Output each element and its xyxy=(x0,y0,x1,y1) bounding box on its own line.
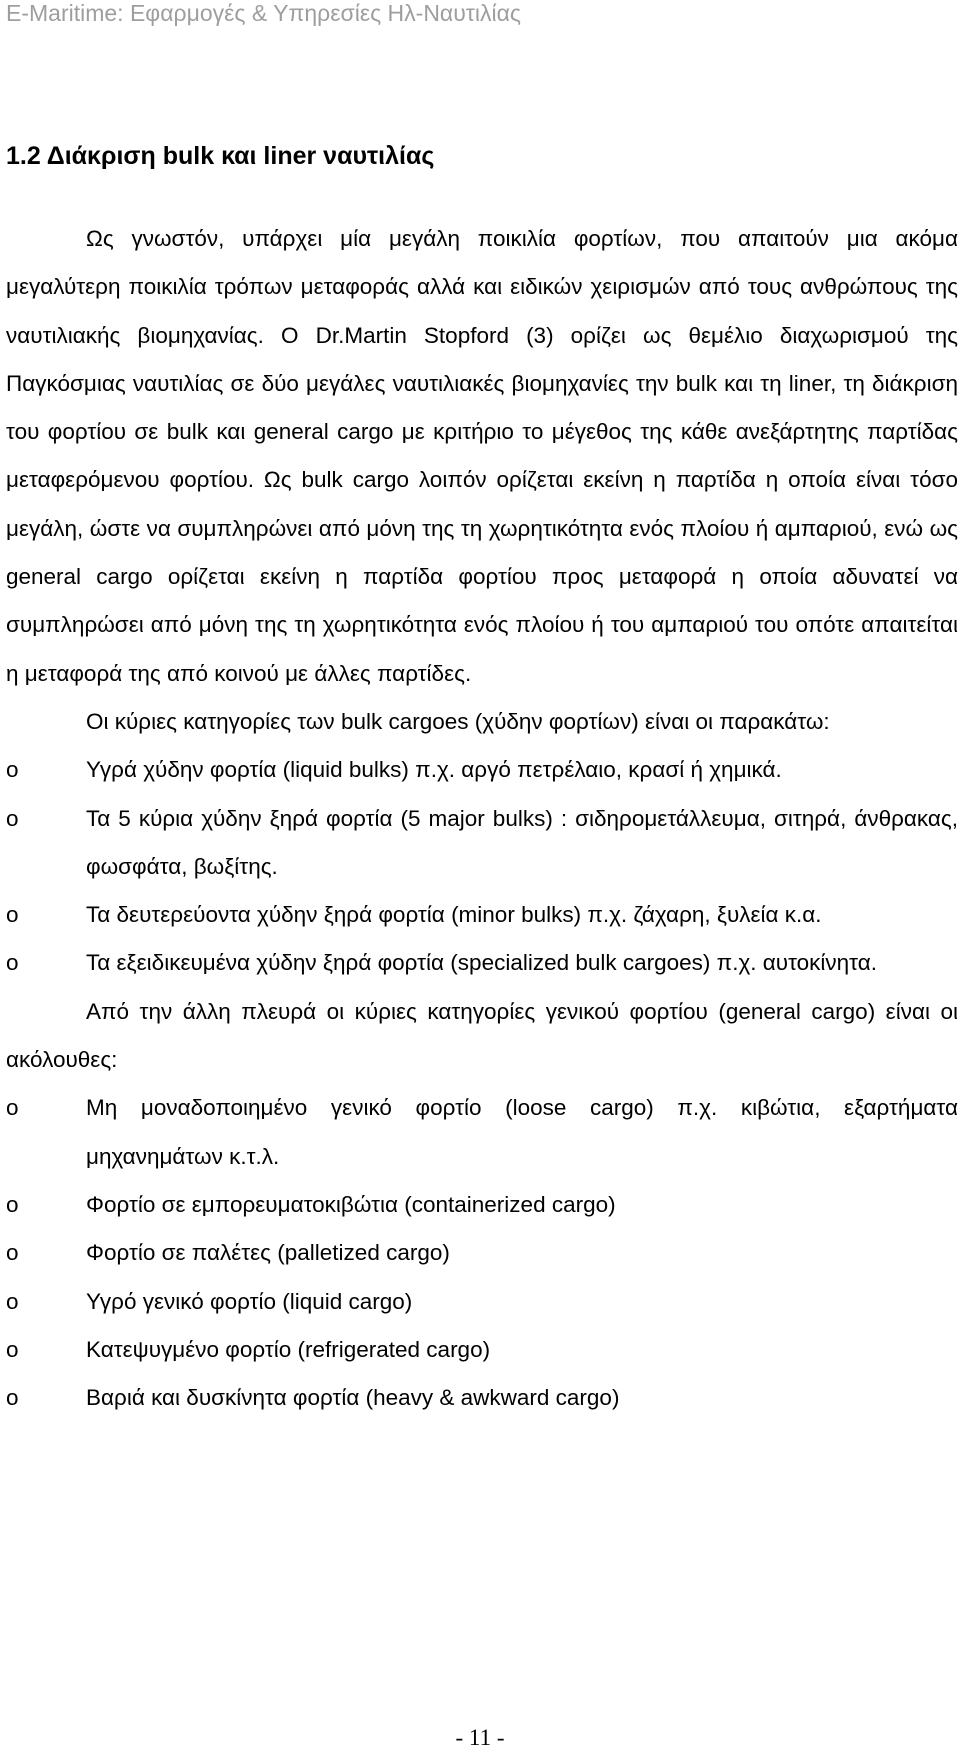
section-body xyxy=(6,215,958,1422)
list-item-text: Τα δευτερεύοντα χύδην ξηρά φορτία (minor bulks) π.χ. ζάχαρη, ξυλεία κ.α. xyxy=(86,902,822,928)
list-item xyxy=(6,1229,958,1277)
list-item-text: Υγρά χύδην φορτία (liquid bulks) π.χ. αργό πετρέλαιο, κρασί ή χημικά. xyxy=(86,757,782,783)
paragraph-bulk-categories: Οι κύριες κατηγορίες των bulk cargoes (χύδην φορτίων) είναι οι παρακάτω: xyxy=(86,708,830,734)
list-item-text: Μη μοναδοποιημένο γενικό φορτίο (loose cargo) π.χ. κιβώτια, εξαρτήματα μηχανημάτων κ.τ.λ. xyxy=(86,1095,958,1169)
list-item xyxy=(6,891,958,939)
bullet-icon: o xyxy=(6,902,19,928)
bullet-icon: o xyxy=(6,1336,19,1362)
paragraph-general-categories: Από την άλλη πλευρά οι κύριες κατηγορίες γενικού φορτίου (general cargo) είναι οι ακόλουθες: xyxy=(6,998,958,1073)
list-item xyxy=(6,1084,958,1181)
list-item-text: Κατεψυγμένο φορτίο (refrigerated cargo) xyxy=(86,1336,491,1362)
bulk-cargo-list xyxy=(6,746,958,987)
bullet-icon: o xyxy=(6,1288,19,1314)
list-item xyxy=(6,1374,958,1422)
bullet-icon: o xyxy=(6,757,19,783)
list-item-text: Φορτίο σε παλέτες (palletized cargo) xyxy=(86,1240,450,1266)
bullet-icon: o xyxy=(6,1191,19,1217)
list-item xyxy=(6,939,958,987)
list-item-text: Τα 5 κύρια χύδην ξηρά φορτία (5 major bulks) : σιδηρομετάλλευμα, σιτηρά, άνθρακας, φωσφάτα, βωξίτης. xyxy=(86,805,958,879)
list-item-text: Υγρό γενικό φορτίο (liquid cargo) xyxy=(86,1288,413,1314)
bullet-icon: o xyxy=(6,1240,19,1266)
list-item xyxy=(6,795,958,892)
general-cargo-list xyxy=(6,1084,958,1422)
list-item-text: Βαριά και δυσκίνητα φορτία (heavy & awkward cargo) xyxy=(86,1385,620,1411)
page-number: - 11 - xyxy=(455,1725,505,1750)
list-item xyxy=(6,746,958,794)
bullet-icon: o xyxy=(6,950,19,976)
list-item-text: Τα εξειδικευμένα χύδην ξηρά φορτία (specialized bulk cargoes) π.χ. αυτοκίνητα. xyxy=(86,950,878,976)
paragraph-intro: Ως γνωστόν, υπάρχει μία μεγάλη ποικιλία φορτίων, που απαιτούν μια ακόμα μεγαλύτερη ποικιλία τρόπων μεταφοράς αλλά και ειδικών χειρισμών από τους ανθρώπους της ναυτιλιακής βιομηχανίας. Ο Dr.Martin Stopford (3) ορίζει ως θεμέλιο διαχωρισμού της Παγκόσμιας ναυτιλίας σε δύο μεγάλες ναυτιλιακές βιομηχανίες την bulk και τη liner, τη διάκριση του φορτίου σε bulk και general cargo με κριτήριο το μέγεθος της κάθε ανεξάρτητης παρτίδας μεταφερόμενου φορτίου. Ως bulk cargo λοιπόν ορίζεται εκείνη η παρτίδα η οποία είναι τόσο μεγάλη, ώστε να συμπληρώνει από μόνη της τη χωρητικότητα ενός πλοίου ή αμπαριού, ενώ ως general cargo ορίζεται εκείνη η παρτίδα φορτίου προς μεταφορά η οποία αδυνατεί να συμπληρώσει από μόνη της τη χωρητικότητα ενός πλοίου ή του αμπαριού του οπότε απαιτείται η μεταφορά της από κοινού με άλλες παρτίδες. xyxy=(6,226,958,686)
document-header: E-Maritime: Εφαρμογές & Υπηρεσίες Ηλ-Ναυτιλίας xyxy=(6,0,521,26)
section-heading: 1.2 Διάκριση bulk και liner ναυτιλίας xyxy=(6,142,435,170)
list-item xyxy=(6,1326,958,1374)
bullet-icon: o xyxy=(6,1385,19,1411)
bullet-icon: o xyxy=(6,805,19,831)
bullet-icon: o xyxy=(6,1095,19,1121)
list-item-text: Φορτίο σε εμπορευματοκιβώτια (containerized cargo) xyxy=(86,1191,616,1217)
list-item xyxy=(6,1181,958,1229)
list-item xyxy=(6,1278,958,1326)
